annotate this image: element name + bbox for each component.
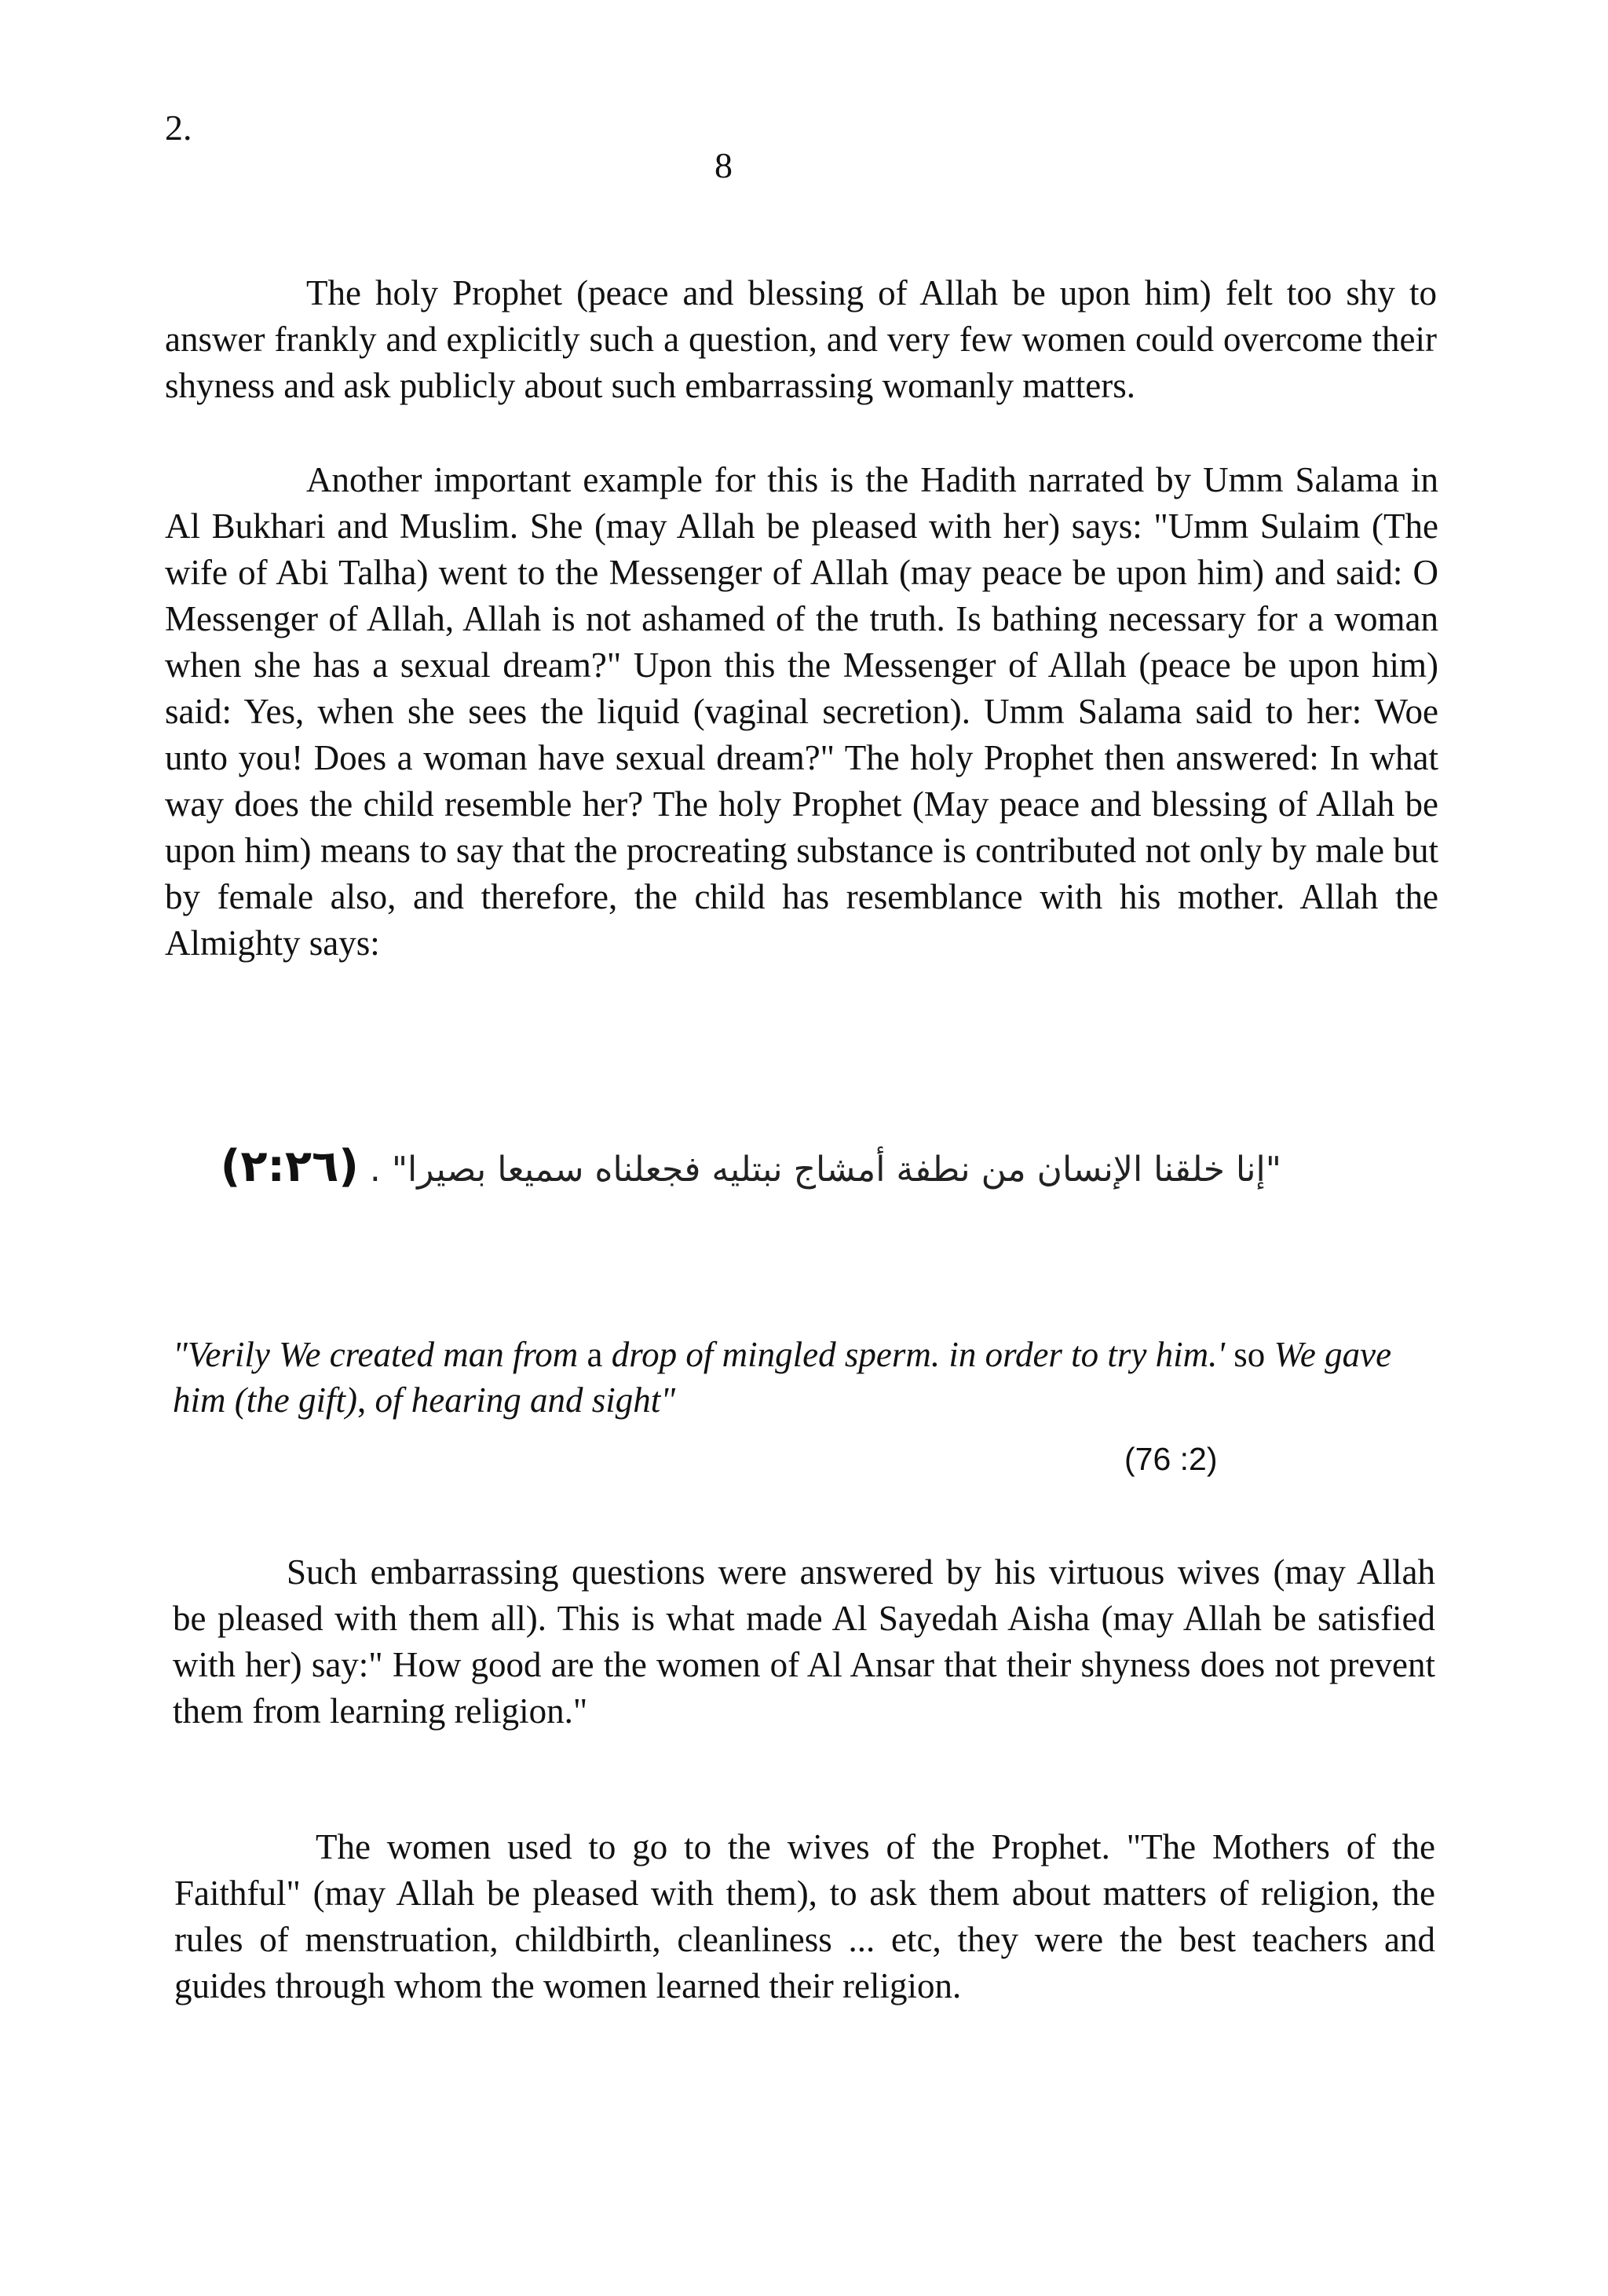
arabic-verse — [221, 1137, 1281, 1200]
translation-part-1: "Verily We created man from — [173, 1335, 579, 1374]
paragraph-4: The women used to go to the wives of the Prophet. "The Mothers of the Faithful" (may Allah be pleased with them), to ask them about matters of religion, the rules of menstruation, childbirth, cleanliness ... etc, they were the best teachers and guides through whom the women learned their religion. — [174, 1827, 1435, 2005]
translation-part-7: of hearing and sight" — [375, 1380, 676, 1420]
translation-part-4: so — [1225, 1335, 1274, 1374]
paragraph-1: The holy Prophet (peace and blessing of Allah be upon him) felt too shy to answer frankly and explicitly such a question, and very few women could overcome their shyness and ask publicly about such embarrassing womanly matters. — [165, 273, 1437, 405]
translation-part-5: We gave him (the gift) — [173, 1335, 1392, 1420]
arabic-verse-reference: (٢:٢٦) — [220, 1141, 359, 1192]
paragraph-2: Another important example for this is the Hadith narrated by Umm Salama in Al Bukhari and Muslim. She (may Allah be pleased with her) says: "Umm Sulaim (The wife of Abi Talha) went to the Messenger of Allah (may peace be upon him) and said: O Messenger of Allah, Allah is not ashamed of the truth. Is bathing necessary for a woman when she has a sexual dream?" Upon this the Messenger of Allah (peace be upon him) said: Yes, when she sees the liquid (vaginal secretion). Umm Salama said to her: Woe unto you! Does a woman have sexual dream?" The holy Prophet then answered: In what way does the child resemble her? The holy Prophet (May peace and blessing of Allah be upon him) means to say that the procreating substance is contributed not only by male but by female also, and therefore, the child has resemblance with his mother. Allah the Almighty says: — [165, 460, 1438, 963]
section-mark: 2. — [165, 108, 192, 148]
translation-part-2: a — [578, 1335, 612, 1374]
arabic-verse-text: "إنا خلقنا الإنسان من نطفة أمشاج نبتليه فجعلناه سميعا بصيرا" . — [369, 1150, 1281, 1190]
verse-translation — [173, 1332, 1445, 1423]
paragraph-3: Such embarrassing questions were answered by his virtuous wives (may Allah be pleased with them all). This is what made Al Sayedah Aisha (may Allah be satisfied with her) say:" How good are the women of Al Ansar that their shyness does not prevent them from learning religion." — [173, 1552, 1435, 1731]
verse-reference: (76 :2) — [1124, 1441, 1218, 1477]
translation-part-6: , — [356, 1380, 375, 1420]
translation-part-3: drop of mingled sperm. in order to try him.' — [611, 1335, 1226, 1374]
page-number: 8 — [714, 145, 733, 185]
